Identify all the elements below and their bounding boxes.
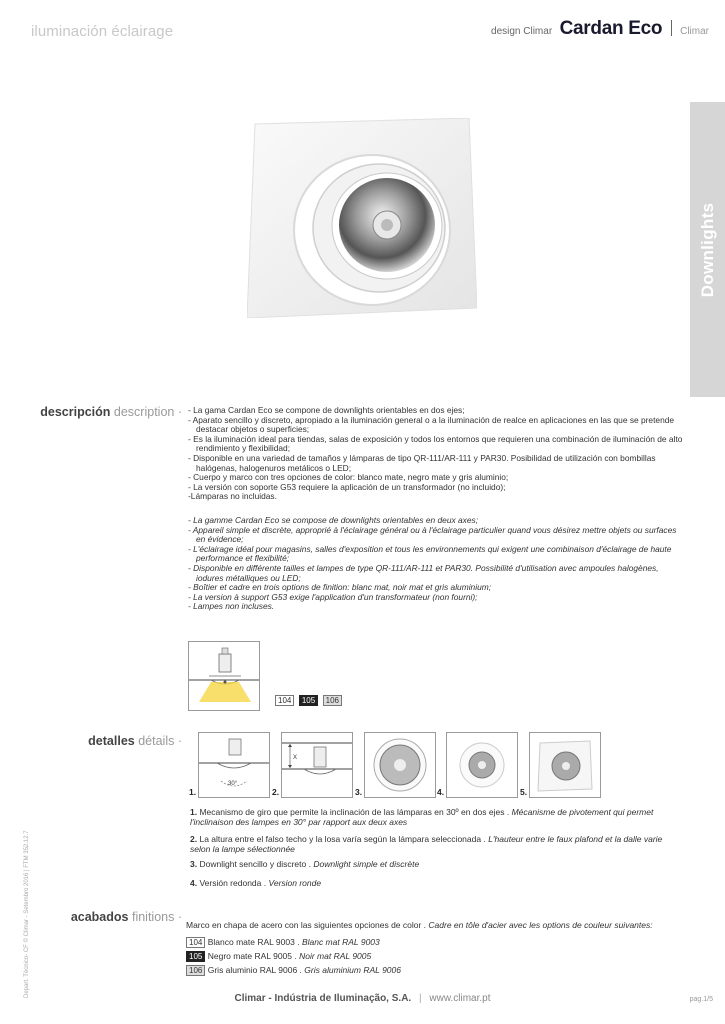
side-tab	[690, 102, 725, 397]
desc-fr-line: - Boîtier et cadre en trois options de finition: blanc mat, noir mat et gris aluminium;	[188, 582, 492, 593]
desc-es-line: - Cuerpo y marco con tres opciones de color: blanco mate, negro mate y gris aluminio;	[188, 472, 509, 483]
detail-thumb-round	[446, 732, 518, 798]
description-label	[40, 405, 182, 419]
detail-thumb-rotation	[198, 732, 270, 798]
installation-diagram	[188, 641, 260, 711]
footer-divider: |	[418, 993, 422, 1004]
desc-fr-line: - La version à support G53 exige l'application d'un transformateur (non fourni);	[188, 591, 478, 602]
desc-fr-line: - Appareil simple et discrète, approprié à l'éclairage général ou à l'éclairage particulier quand vous désirez mettre objets ou surfaces en évidence;	[188, 524, 677, 545]
description-es	[188, 406, 688, 502]
finish-es: Negro mate RAL 9005 .	[207, 951, 297, 961]
product-name: Cardan Eco	[559, 18, 663, 39]
detail-item-1	[190, 808, 670, 827]
document-reference: Depart. Técnico- CF © Climar - Setembro 2016 | FTM 352.12.7	[24, 830, 30, 998]
category-title: iluminación éclairage	[31, 23, 174, 40]
thumb-number: 5.	[520, 787, 528, 797]
header-product	[491, 18, 709, 40]
detail-fr: Version ronde	[268, 878, 322, 888]
finishes-intro	[186, 920, 653, 930]
details-label	[88, 734, 182, 748]
finishes-label-main: acabados	[70, 910, 129, 924]
desc-es-line: - Disponible en una variedad de tamaños y lámparas de tipo QR-111/AR-111 y PAR30. Posibilidad de utilización con bombillas halógenas, halogenuros metálicos o LED;	[188, 452, 656, 473]
finish-fr: Noir mat RAL 9005	[299, 951, 372, 961]
desc-es-line: -Lámparas no incluidas.	[188, 491, 277, 502]
detail-es: Versión redonda .	[199, 878, 267, 888]
color-code-106: 106	[323, 695, 342, 706]
finish-code: 106	[186, 965, 205, 976]
description-label-main: descripción	[40, 405, 111, 419]
side-tab-label: Downlights	[697, 202, 717, 297]
thumb-number: 2.	[272, 787, 280, 797]
color-code-104: 104	[275, 695, 294, 706]
brand-name: Climar	[680, 26, 709, 37]
details-label-sub: détails ·	[138, 734, 182, 748]
detail-es: Mecanismo de giro que permite la inclinación de las lámparas en 30º en dos ejes .	[199, 807, 510, 817]
desc-es-line: - Aparato sencillo y discreto, apropiado a la iluminación general o a la iluminación de realce en aplicaciones en las que se pretende destacar objetos o superficies;	[188, 414, 675, 435]
detail-fr: Downlight simple et discrète	[313, 859, 420, 869]
detail-fr: L'hauteur entre le faux plafond et la dalle varie selon la lampe sélectionnée	[190, 834, 663, 854]
detail-number: 3.	[190, 859, 198, 869]
thumb-number: 3.	[355, 787, 363, 797]
finishes-label	[71, 910, 182, 924]
finish-option-black	[186, 951, 371, 962]
description-text	[188, 406, 688, 612]
finish-code: 105	[186, 951, 205, 962]
desc-es-line: - La versión con soporte G53 requiere la aplicación de un transformador (no incluido);	[188, 481, 506, 492]
detail-number: 2.	[190, 834, 198, 844]
footer	[0, 993, 725, 1004]
product-photo	[247, 118, 477, 318]
desc-fr-line: - Disponible en différente tailles et lampes de type QR-111/AR-111 et PAR30. Possibilité d'utilisation avec ampoules halogènes, iodures métalliques ou LED;	[188, 562, 659, 583]
desc-fr-line: - La gamme Cardan Eco se compose de downlights orientables en deux axes;	[188, 514, 479, 525]
finish-es: Gris aluminio RAL 9006 .	[207, 965, 302, 975]
finish-option-white	[186, 937, 380, 948]
desc-fr-line: - Lampes non incluses.	[188, 601, 275, 612]
description-fr	[188, 516, 688, 612]
height-label: X	[293, 755, 298, 761]
desc-fr-line: - L'éclairage idéal pour magasins, salles d'exposition et tous les environnements qui exigent une combinaison d'éclairage de haute performance et flexibilité;	[188, 543, 672, 564]
detail-item-2	[190, 835, 670, 854]
detail-number: 4.	[190, 878, 198, 888]
finish-fr: Blanc mat RAL 9003	[301, 937, 380, 947]
footer-url[interactable]: www.climar.pt	[429, 993, 491, 1004]
detail-fr: Mécanisme de pivotement qui permet l'inclinaison des lampes en 30° par rapport aux deux axes	[190, 807, 654, 827]
detail-thumb-square	[364, 732, 436, 798]
description-label-sub: description ·	[113, 405, 182, 419]
finish-fr: Gris aluminium RAL 9006	[304, 965, 401, 975]
design-prefix: design Climar	[491, 26, 553, 37]
angle-label: 30°	[228, 781, 238, 787]
detail-item-4	[190, 879, 670, 889]
header-divider	[671, 20, 672, 36]
detail-thumb-square-frame	[529, 732, 601, 798]
desc-es-line: - La gama Cardan Eco se compone de downlights orientables en dos ejes;	[188, 405, 465, 415]
detail-thumb-height	[281, 732, 353, 798]
finishes-label-sub: finitions ·	[131, 910, 182, 924]
finish-option-grey	[186, 965, 401, 976]
color-code-strip	[275, 690, 342, 708]
footer-company: Climar - Indústria de Iluminação, S.A.	[234, 993, 412, 1004]
finishes-intro-es: Marco en chapa de acero con las siguientes opciones de color .	[186, 920, 427, 930]
thumb-number: 4.	[437, 787, 445, 797]
thumb-number: 1.	[189, 787, 197, 797]
finish-es: Blanco mate RAL 9003 .	[207, 937, 300, 947]
desc-es-line: - Es la iluminación ideal para tiendas, salas de exposición y todos los entornos que requieren una combinación de iluminación de alto rendimiento y flexibilidad;	[188, 433, 683, 454]
details-label-main: detalles	[88, 734, 135, 748]
finishes-intro-fr: Cadre en tôle d'acier avec les options de couleur suivantes:	[428, 920, 653, 930]
page-number: pag.1/5	[689, 996, 713, 1003]
detail-es: Downlight sencillo y discreto .	[199, 859, 311, 869]
detail-item-3	[190, 860, 670, 870]
detail-number: 1.	[190, 807, 198, 817]
detail-es: La altura entre el falso techo y la losa varía según la lámpara seleccionada .	[199, 834, 486, 844]
finish-code: 104	[186, 937, 205, 948]
color-code-105: 105	[299, 695, 318, 706]
